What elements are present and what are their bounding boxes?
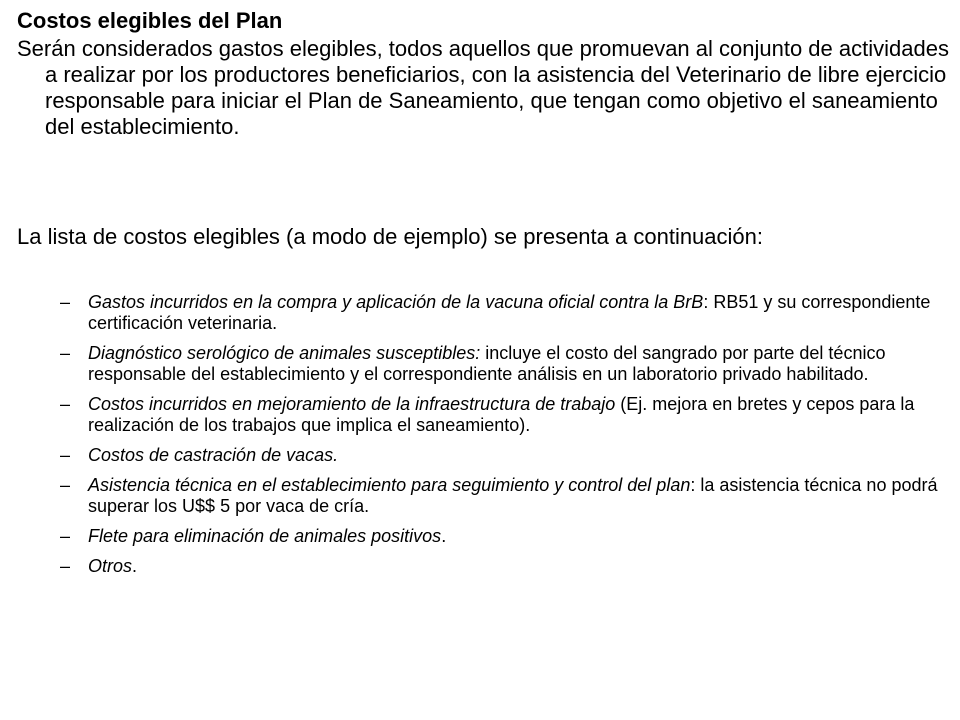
dash-bullet: – <box>60 445 71 465</box>
list-item <box>60 343 940 385</box>
item-text: : la asistencia técnica no podrá superar los U$$ 5 por vaca de cría. <box>88 475 938 516</box>
item-text: . <box>441 526 447 546</box>
dash-bullet: – <box>60 475 71 495</box>
dash-bullet: – <box>60 526 71 546</box>
dash-bullet: – <box>60 292 71 312</box>
item-italic-text: Asistencia técnica en el establecimiento para seguimiento y control del plan <box>88 475 691 495</box>
dash-bullet: – <box>60 556 71 576</box>
intro-paragraph: Serán considerados gastos elegibles, todos aquellos que promuevan al conjunto de actividades a realizar por los productores beneficiarios, con la asistencia del Veterinario de libre ejercicio responsable para iniciar el Plan de Saneamiento, que tengan como objetivo el saneamiento del establecimiento. <box>17 36 949 139</box>
eligible-costs-list <box>60 292 940 586</box>
item-italic-text: Flete para eliminación de animales positivos <box>88 526 442 546</box>
item-text: . <box>132 556 138 576</box>
list-item <box>60 445 940 466</box>
list-item <box>60 556 940 577</box>
list-lead-paragraph: La lista de costos elegibles (a modo de ejemplo) se presenta a continuación: <box>17 224 764 249</box>
item-italic-text: Diagnóstico serológico de animales susceptibles: <box>88 343 481 363</box>
dash-bullet: – <box>60 394 71 414</box>
item-text: : RB51 y su correspondiente certificación veterinaria. <box>88 292 931 333</box>
list-item <box>60 292 940 334</box>
slide-title: Costos elegibles del Plan <box>17 8 283 33</box>
item-italic-text: Gastos incurridos en la compra y aplicación de la vacuna oficial contra la BrB <box>88 292 704 312</box>
list-item <box>60 394 940 436</box>
item-italic-text: Costos de castración de vacas. <box>88 445 339 465</box>
list-item <box>60 475 940 517</box>
item-text: incluye el costo del sangrado por parte del técnico responsable del establecimiento y el correspondiente análisis en un laboratorio privado habilitado. <box>88 343 886 384</box>
item-italic-text: Otros <box>88 556 133 576</box>
item-italic-text: Costos incurridos en mejoramiento de la infraestructura de trabajo <box>88 394 616 414</box>
item-text: (Ej. mejora en bretes y cepos para la realización de los trabajos que implica el saneamiento). <box>88 394 915 435</box>
dash-bullet: – <box>60 343 71 363</box>
list-item <box>60 526 940 547</box>
